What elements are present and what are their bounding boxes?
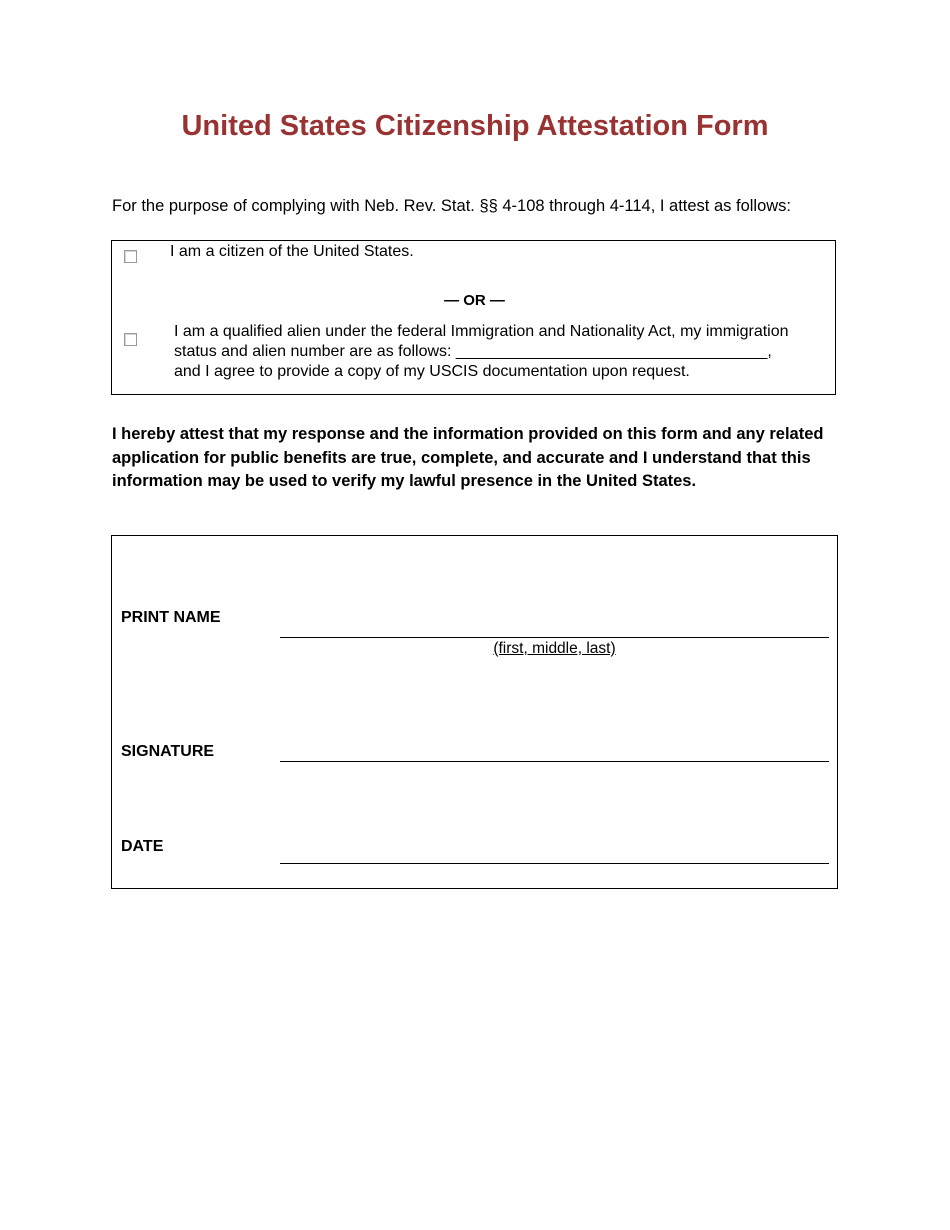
date-label: DATE (121, 838, 164, 855)
print-name-label: PRINT NAME (121, 609, 221, 626)
or-separator: — OR — (444, 292, 505, 309)
qualified-alien-option-label (174, 322, 834, 382)
citizen-option-label: I am a citizen of the United States. (170, 243, 414, 260)
alien-option-line-1: I am a qualified alien under the federal Immigration and Nationality Act, my immigration (174, 323, 789, 340)
alien-option-line-2: status and alien number are as follows: ___________________________________, (174, 343, 772, 360)
print-name-hint: (first, middle, last) (493, 640, 616, 657)
signature-label: SIGNATURE (121, 743, 215, 760)
citizen-checkbox[interactable] (124, 250, 137, 263)
qualified-alien-checkbox[interactable] (124, 333, 137, 346)
signature-box (111, 535, 838, 889)
print-name-field[interactable] (280, 637, 829, 638)
attestation-statement: I hereby attest that my response and the information provided on this form and any related application for public benefits are true, complete, and accurate and I understand that this information may be used to verify my lawful presence in the United States. (112, 425, 824, 490)
alien-option-line-3: and I agree to provide a copy of my USCIS documentation upon request. (174, 363, 690, 380)
date-field[interactable] (280, 863, 829, 864)
purpose-statement: For the purpose of complying with Neb. Rev. Stat. §§ 4-108 through 4-114, I attest as follows: (112, 197, 791, 215)
form-title: United States Citizenship Attestation Form (181, 110, 769, 142)
citizenship-options-box (111, 240, 836, 395)
signature-field[interactable] (280, 761, 829, 762)
